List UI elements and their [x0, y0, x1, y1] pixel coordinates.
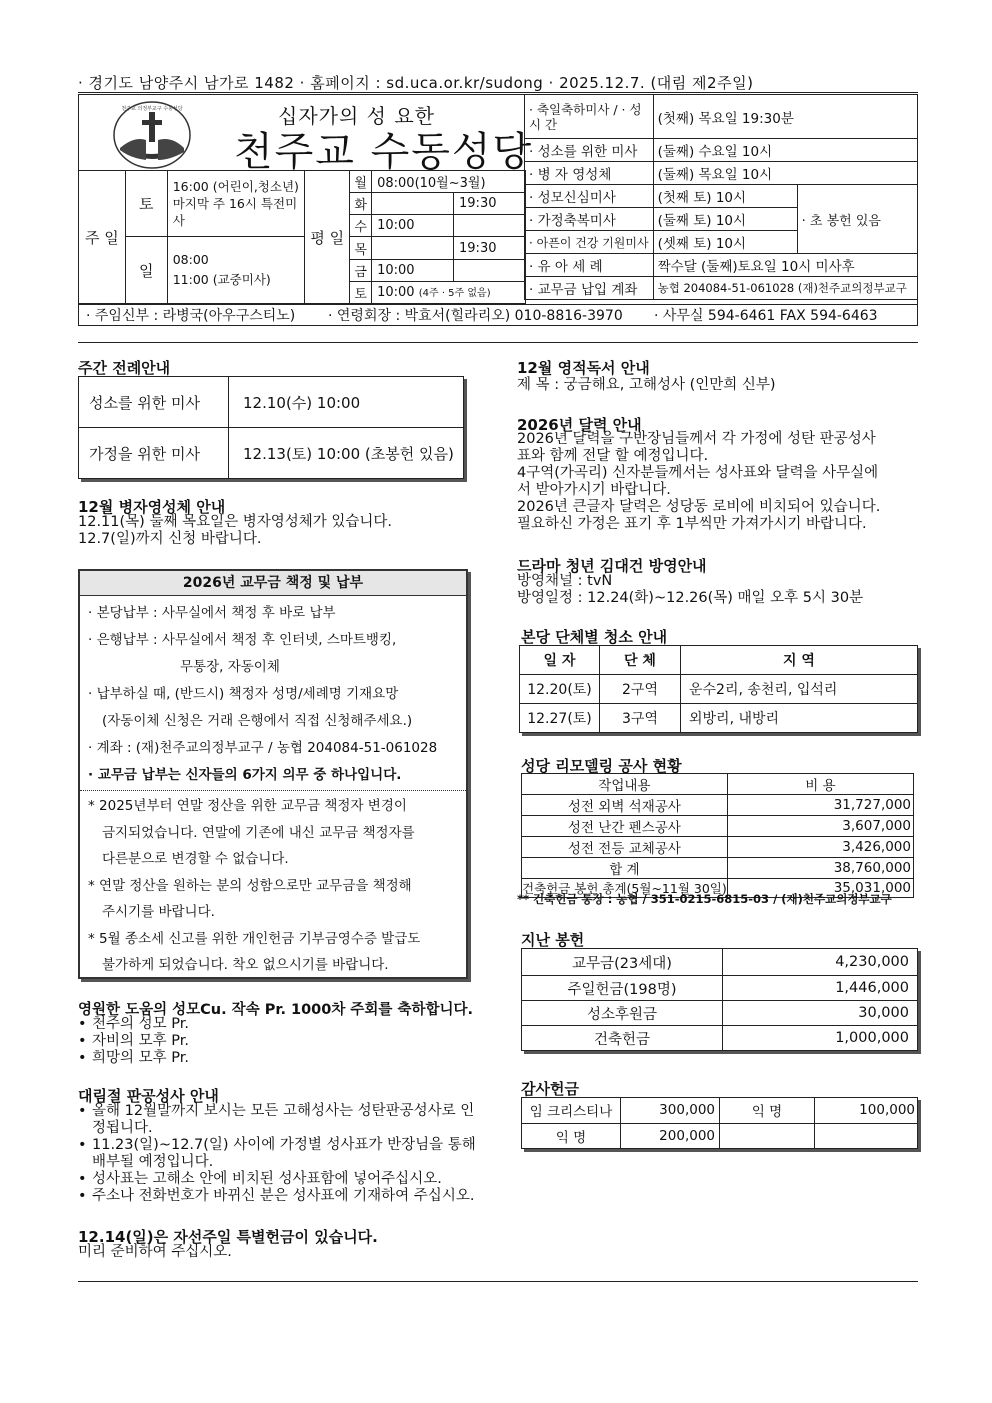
- special-value: 농협 204084-51-061028 (재)천주교의정부교구: [653, 277, 917, 300]
- weekday-am: 10:00: [377, 285, 415, 301]
- dues-box-title: 2026년 교무금 책정 및 납부: [80, 571, 466, 596]
- parish-title: 천주교 수동성당: [234, 129, 534, 175]
- weekday-pm: 19:30: [454, 237, 526, 259]
- table-cell: 익 명: [522, 1123, 621, 1149]
- special-label: · 성모신심미사: [525, 185, 654, 208]
- thanks-table: [521, 1097, 918, 1149]
- text-line: 12.7(일)까지 신청 바랍니다.: [78, 531, 262, 547]
- dues-note: 주시기를 바랍니다.: [102, 904, 215, 920]
- sat-day: 토: [125, 171, 167, 237]
- weekly-liturgy-table: [78, 376, 464, 479]
- address-line: · 경기도 남양주시 남가로 1482 · 홈페이지 : sd.uca.or.kr/sudong · 2025.12.7. (대림 제2주일): [78, 74, 754, 92]
- dues-line: (자동이체 신청은 거래 은행에서 직접 신청해주세요.): [102, 713, 413, 729]
- dues-note: 금지되었습니다. 연말에 기존에 내신 교무금 책정자를: [102, 824, 415, 841]
- table-cell: 100,000: [815, 1098, 918, 1124]
- weekday-day: 월: [350, 171, 372, 193]
- thanks-title: 감사헌금: [521, 1080, 579, 1098]
- text-line: 필요하신 가정은 표기 후 1부씩만 가져가시기 바랍니다.: [517, 516, 867, 532]
- text-line: 표와 함께 전달 할 예정입니다.: [517, 448, 709, 464]
- table-cell: 익 명: [720, 1098, 815, 1124]
- special-value: (셋째 토) 10시: [653, 231, 797, 254]
- contact-row: [78, 304, 918, 327]
- table-cell: 교무금(23세대): [522, 949, 723, 976]
- special-label: · 가정축복미사: [525, 208, 654, 231]
- text-line: 2026년 달력을 구반장님들께서 각 가정에 성탄 판공성사: [517, 431, 876, 447]
- charity-sunday-title: 12.14(일)은 자선주일 특별헌금이 있습니다.: [78, 1228, 378, 1246]
- sun-day: 일: [125, 237, 167, 304]
- building-fund-account: ** 건축헌금 통장 : 농협 / 351-0215-6815-03 / (재)천주교의정부교구: [517, 892, 892, 906]
- parish-subtitle: 십자가의 성 요한: [278, 104, 435, 128]
- offerings-table: [521, 948, 918, 1051]
- text-line: 서 받아가시기 바랍니다.: [517, 482, 671, 498]
- table-cell: 3구역: [600, 704, 681, 733]
- sat-times: 16:00 (어린이,청소년): [172, 179, 299, 195]
- table-cell: 31,727,000: [727, 795, 913, 816]
- sick-communion-body: [78, 514, 392, 548]
- special-value: (둘째) 수요일 10시: [653, 139, 917, 162]
- liturgy-value: 12.10(수) 10:00: [229, 377, 464, 428]
- cleaning-table: [519, 645, 918, 733]
- list-item: • 희망의 모후 Pr.: [92, 1050, 189, 1067]
- special-masses: [524, 94, 918, 300]
- weekly-liturgy-title: 주간 전례안내: [78, 359, 171, 377]
- dues-line: · 계좌 : (재)천주교의정부교구 / 농협 204084-51-061028: [88, 740, 438, 756]
- sun-time1: 08:00: [172, 252, 209, 268]
- special-value: (첫째 토) 10시: [653, 185, 797, 208]
- table-cell: 2구역: [600, 675, 681, 704]
- header-divider: [78, 342, 918, 343]
- table-cell: 건축헌금: [522, 1026, 723, 1051]
- calendar-body: [517, 431, 919, 533]
- text-line: 방영일정 : 12.24(화)~12.26(목) 매일 오후 5시 30분: [517, 590, 864, 606]
- table-cell: 1,000,000: [723, 1026, 918, 1051]
- special-label: · 성소를 위한 미사: [525, 139, 654, 162]
- table-cell: 3,426,000: [727, 837, 913, 858]
- parish-logo: [112, 100, 192, 170]
- table-cell: 3,607,000: [727, 816, 913, 837]
- remodel-table: [521, 773, 914, 898]
- list-item: • 성사표는 고해소 안에 비치된 성사표함에 넣어주십시오.: [92, 1171, 484, 1188]
- weekday-label: 평 일: [305, 171, 350, 304]
- dues-line: · 은행납부 : 사무실에서 책정 후 인터넷, 스마트뱅킹,: [88, 632, 397, 648]
- table-cell: 합 계: [522, 858, 728, 879]
- table-header: 단 체: [600, 646, 681, 675]
- table-cell: 38,760,000: [727, 858, 913, 879]
- weekday-am: 10:00: [372, 215, 454, 237]
- cleaning-title: 본당 단체별 청소 안내: [521, 628, 668, 646]
- weekday-day: 수: [350, 215, 372, 237]
- liturgy-value: 12.13(토) 10:00 (초봉헌 있음): [229, 428, 464, 479]
- dues-note: * 연말 정산을 원하는 분의 성함으로만 교무금을 책정해: [88, 877, 412, 894]
- table-cell: 30,000: [723, 1001, 918, 1026]
- weekday-pm: 19:30: [454, 193, 526, 215]
- special-value: (둘째 토) 10시: [653, 208, 797, 231]
- reading-title: 12월 영적독서 안내: [517, 359, 650, 377]
- table-cell: 35,031,000: [727, 879, 913, 898]
- table-cell: [815, 1123, 918, 1149]
- list-item: • 자비의 모후 Pr.: [92, 1033, 189, 1050]
- table-cell: 운수2리, 송천리, 입석리: [681, 675, 918, 704]
- weekday-day: 금: [350, 259, 372, 281]
- liturgy-name: 가정을 위한 미사: [79, 428, 229, 479]
- table-cell: 1,446,000: [723, 976, 918, 1001]
- dues-line: · 납부하실 때, (반드시) 책정자 성명/세례명 기재요망: [88, 686, 399, 702]
- logo-text: 천주교 의정부교구 수동성당: [121, 106, 183, 112]
- special-value: (둘째) 목요일 10시: [653, 162, 917, 185]
- special-label: · 병 자 영성체: [525, 162, 654, 185]
- top-divider: [78, 92, 918, 93]
- table-cell: 200,000: [621, 1123, 720, 1149]
- weekday-am: [372, 237, 454, 259]
- table-header: 일 자: [520, 646, 600, 675]
- weekday-day: 화: [350, 193, 372, 215]
- table-cell: 성소후원금: [522, 1001, 723, 1026]
- table-header: 작업내용: [522, 774, 728, 795]
- table-cell: 4,230,000: [723, 949, 918, 976]
- dues-note: * 5월 종소세 신고를 위한 개인헌금 기부금영수증 발급도: [88, 930, 421, 947]
- list-item: • 올해 12월말까지 보시는 모든 고해성사는 성탄판공성사로 인정됩니다.: [92, 1103, 484, 1137]
- sat-note: 마지막 주 16시 특전미사: [172, 196, 298, 229]
- text-line: 4구역(가곡리) 신자분들께서는 성사표와 달력을 사무실에: [517, 465, 879, 481]
- table-cell: [720, 1123, 815, 1149]
- table-cell: 12.20(토): [520, 675, 600, 704]
- weekday-pm: [454, 259, 526, 281]
- table-cell: 건축헌금 봉헌 총계(5월~11월 30일): [522, 879, 728, 898]
- special-label: · 축일축하미사 / · 성 시 간: [525, 95, 654, 139]
- weekday-day: 토: [350, 281, 372, 303]
- dues-note: 다른분으로 변경할 수 없습니다.: [102, 851, 289, 867]
- drama-body: [517, 573, 863, 607]
- dues-box: [78, 569, 468, 979]
- sunday-label: 주 일: [79, 171, 126, 304]
- liturgy-name: 성소를 위한 미사: [79, 377, 229, 428]
- list-item: • 11.23(일)~12.7(일) 사이에 가정별 성사표가 반장님을 통해 배부될 예정입니다.: [92, 1137, 484, 1171]
- calendar-title: 2026년 달력 안내: [517, 416, 642, 434]
- table-cell: 임 크리스티나: [522, 1098, 621, 1124]
- table-cell: 300,000: [621, 1098, 720, 1124]
- special-label: · 아픈이 건강 기원미사: [525, 231, 654, 254]
- council-president: · 연령회장 : 박효서(힐라리오) 010-8816-3970: [328, 308, 623, 324]
- table-cell: 12.27(토): [520, 704, 600, 733]
- table-cell: 성전 전등 교체공사: [522, 837, 728, 858]
- dues-note: 불가하게 되었습니다. 착오 없으시기를 바랍니다.: [102, 957, 389, 973]
- weekday-am-note: (4주 · 5주 없음): [418, 288, 491, 300]
- weekday-am: [372, 193, 454, 215]
- dues-line: · 교무금 납부는 신자들의 6가지 의무 중 하나입니다.: [88, 767, 402, 783]
- table-header: 지 역: [681, 646, 918, 675]
- dues-note: * 2025년부터 연말 정산을 위한 교무금 책정자 변경이: [88, 798, 407, 814]
- drama-title: 드라마 청년 김대건 방영안내: [517, 557, 707, 575]
- mass-schedule: [78, 170, 526, 304]
- candle-note: · 초 봉헌 있음: [797, 185, 917, 254]
- table-header: 비 용: [727, 774, 913, 795]
- remodel-title: 성당 리모델링 공사 현황: [521, 757, 682, 775]
- special-value: 짝수달 (둘째)토요일 10시 미사후: [653, 254, 917, 277]
- weekday-pm: [454, 215, 526, 237]
- table-cell: 외방리, 내방리: [681, 704, 918, 733]
- special-label: · 유 아 세 례: [525, 254, 654, 277]
- special-label: · 교무금 납입 계좌: [525, 277, 654, 300]
- advent-confession-title: 대림절 판공성사 안내: [78, 1087, 219, 1105]
- dues-line: · 본당납부 : 사무실에서 책정 후 바로 납부: [88, 605, 336, 621]
- table-cell: 성전 외벽 석재공사: [522, 795, 728, 816]
- text-line: 12.11(목) 둘째 목요일은 병자영성체가 있습니다.: [78, 514, 392, 530]
- celebration-list: [78, 1016, 189, 1067]
- offerings-title: 지난 봉헌: [521, 931, 585, 949]
- weekday-am: 10:00: [372, 259, 454, 281]
- footer-divider: [78, 1281, 918, 1282]
- charity-sunday-line: 미리 준비하여 주십시오.: [78, 1244, 232, 1260]
- list-item: • 주소나 전화번호가 바뀌신 분은 성사표에 기재하여 주십시오.: [92, 1188, 484, 1205]
- pastor: · 주임신부 : 라병국(아우구스티노): [86, 308, 296, 324]
- text-line: 2026년 큰글자 달력은 성당동 로비에 비치되어 있습니다.: [517, 499, 881, 515]
- weekday-day: 목: [350, 237, 372, 259]
- table-cell: 주일헌금(198명): [522, 976, 723, 1001]
- celebration-title: 영원한 도움의 성모Cu. 작속 Pr. 1000차 주회를 축하합니다.: [78, 1002, 474, 1018]
- reading-line: 제 목 : 궁금해요, 고해성사 (인만희 신부): [517, 377, 776, 393]
- special-value: (첫째) 목요일 19:30분: [653, 95, 917, 139]
- dues-line: 무통장, 자동이체: [180, 659, 280, 675]
- weekday-am: 08:00(10월~3월): [372, 171, 526, 193]
- sick-communion-title: 12월 병자영성체 안내: [78, 498, 226, 516]
- table-cell: 성전 난간 펜스공사: [522, 816, 728, 837]
- list-item: • 천주의 성모 Pr.: [92, 1016, 189, 1033]
- sun-time2: 11:00 (교중미사): [172, 272, 271, 288]
- office-phone: · 사무실 594-6461 FAX 594-6463: [654, 308, 878, 324]
- advent-confession-list: [78, 1103, 484, 1205]
- text-line: 방영채널 : tvN: [517, 573, 613, 589]
